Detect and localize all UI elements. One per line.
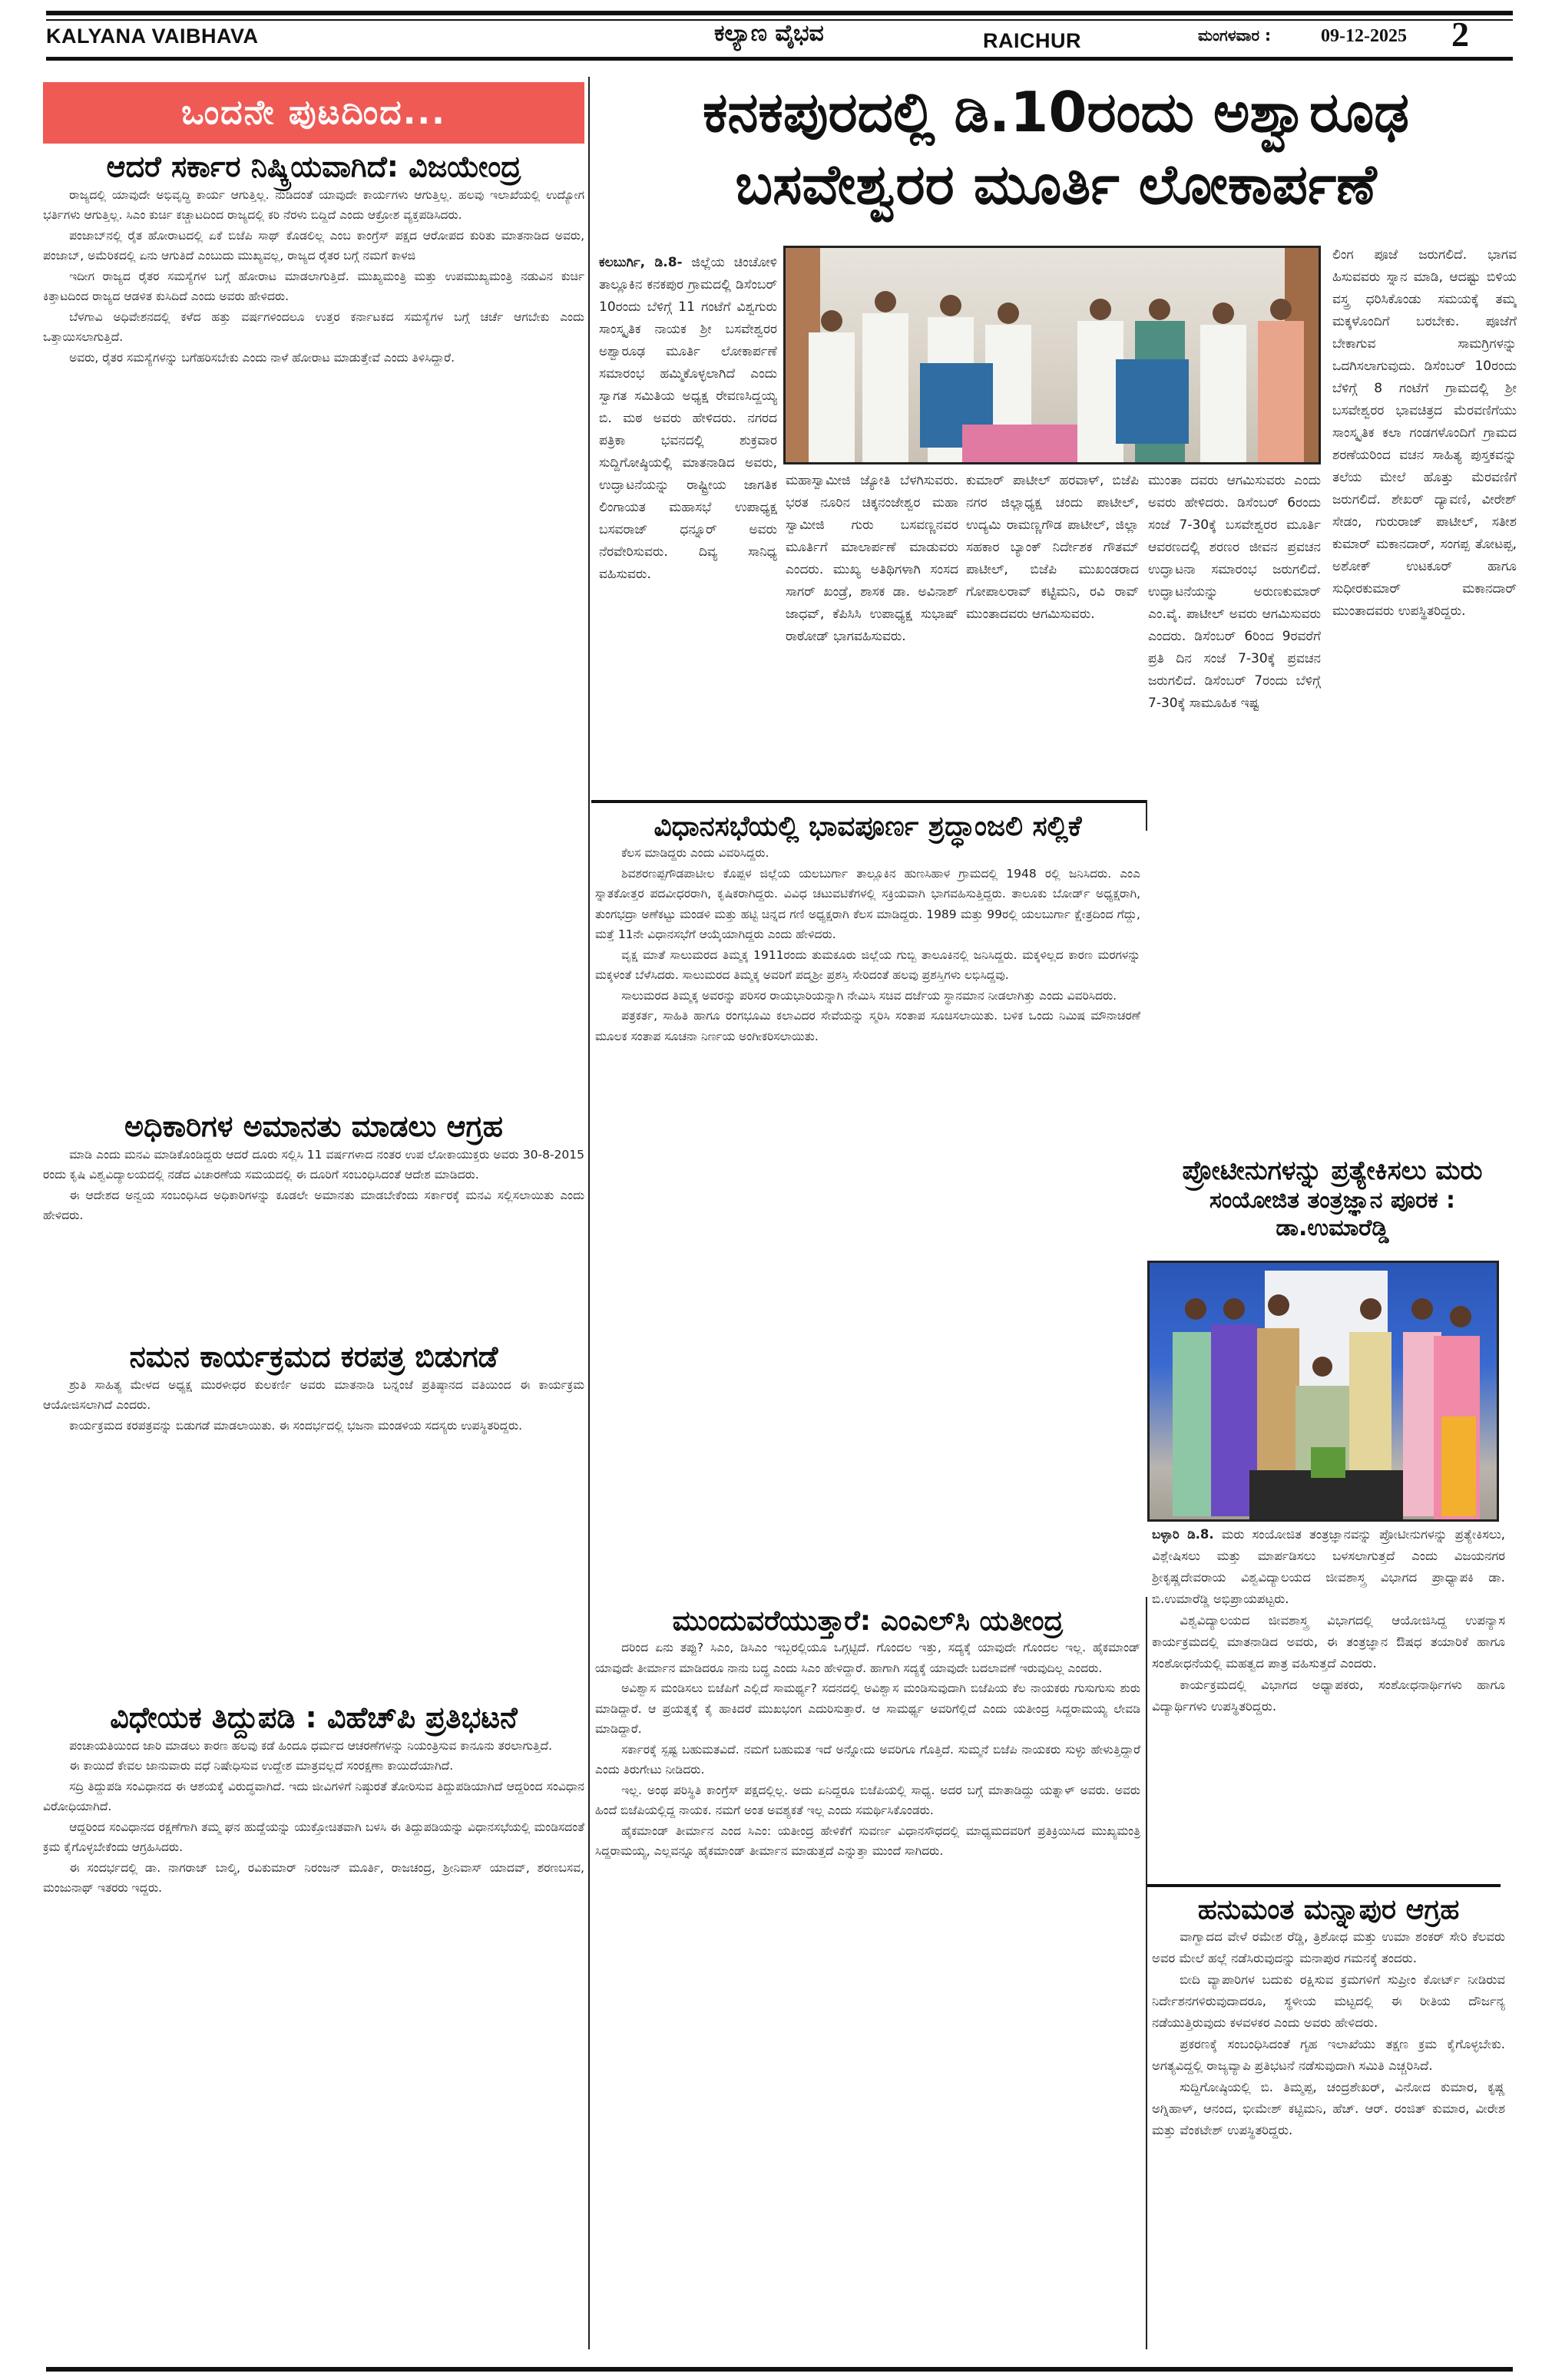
paragraph: ಪಂಚಾಯತಿಯಿಂದ ಜಾರಿ ಮಾಡಲು ಕಾರಣ ಹಲವು ಕಡೆ ಹಿಂದೂ ಧರ್ಮದ ಆಚರಣೆಗಳನ್ನು ನಿಯಂತ್ರಿಸುವ ಕಾನೂನು ತರಲಾಗುತ್ತಿದೆ. (69, 1738, 553, 1753)
dateline: ಬಳ್ಳಾರಿ ಡಿ.8. (1152, 1527, 1214, 1542)
paragraph: ಈ ಸಂದರ್ಭದಲ್ಲಿ ಡಾ. ನಾಗರಾಜ್ ಬಾಲ್ಕಿ, ರವಿಕುಮಾರ್ ನಿರಂಜನ್ ಮೂರ್ತಿ, ರಾಜಚಂದ್ರ, ಶ್ರೀನಿವಾಸ್ ಯಾದವ್, ಶರಣಬಸವ, ಮಂಜುನಾಥ್ ಇತರರು ಇದ್ದರು. (43, 1860, 584, 1896)
paragraph: ಹೈಕಮಾಂಡ್ ತೀರ್ಮಾನ ಎಂದ ಸಿಎಂ: ಯತೀಂದ್ರ ಹೇಳಿಕೆಗೆ ಸುವರ್ಣ ವಿಧಾನಸೌಧದಲ್ಲಿ ಮಾಧ್ಯಮದವರಿಗೆ ಪ್ರತಿಕ್ರಿಯಿಸಿದ ಮುಖ್ಯಮಂತ್ರಿ ಸಿದ್ದರಾಮಯ್ಯ, ಎಲ್ಲವನ್ನೂ ಹೈಕಮಾಂಡ್ ತೀರ್ಮಾನ ಮಾಡುತ್ತದೆ ಎನ್ನುತ್ತಾ ಮುಂದೆ ಸಾಗಿದರು. (595, 1823, 1140, 1859)
paragraph: ಸರ್ಕಾರಕ್ಕೆ ಸ್ಪಷ್ಟ ಬಹುಮತವಿದೆ. ನಮಗೆ ಬಹುಮತ ಇದೆ ಅನ್ನೋದು ಅವರಿಗೂ ಗೊತ್ತಿದೆ. ಸುಮ್ಮನೆ ಬಿಜೆಪಿ ನಾಯಕರು ಸುಳ್ಳು ಹೇಳುತ್ತಿದ್ದಾರೆ ಎಂದು ತಿರುಗೇಟು ನೀಡಿದರು. (595, 1742, 1140, 1777)
paragraph: ಪಂಜಾಬ್‌ನಲ್ಲಿ ರೈತ ಹೋರಾಟದಲ್ಲಿ ಏಕೆ ಬಿಜೆಪಿ ಸಾಥ್ ಕೊಡಲಿಲ್ಲ ಎಂಬ ಕಾಂಗ್ರೆಸ್ ಪಕ್ಷದ ಆರೋಪದ ಕುರಿತು ಮಾತನಾಡಿದ ಅವರು, ಪಂಜಾಬ್, ಅಮೆರಿಕದಲ್ಲಿ ಏನು ಆಗುತಿದೆ ಎಂಬುದು ಮುಖ್ಯವಲ್ಲ, ರಾಜ್ಯದ ರೈತರ ಬಗ್ಗೆ ನಮಗೆ ಕಾಳಜಿ (43, 228, 584, 263)
story-officials-suspension (43, 1109, 584, 1340)
press-meet-photo-icon (786, 248, 1321, 464)
paragraph: ವೃಕ್ಷ ಮಾತೆ ಸಾಲುಮರದ ತಿಮ್ಮಕ್ಕ 1911ರಂದು ತುಮಕೂರು ಜಿಲ್ಲೆಯ ಗುಬ್ಬಿ ತಾಲೂಕಿನಲ್ಲಿ ಜನಿಸಿದ್ದರು. ಮಕ್ಕಳಿಲ್ಲದ ಕಾರಣ ಮರಗಳನ್ನು ಮಕ್ಕಳಂತೆ ಬೆಳೆಸಿದರು. ಸಾಲುಮರದ ತಿಮ್ಮಕ್ಕ ಅವರಿಗೆ ಪದ್ಮಶ್ರೀ ಪ್ರಶಸ್ತಿ ಸೇರಿದಂತೆ ಹಲವು ಪ್ರಶಸ್ತಿಗಳು ಲಭಿಸಿದ್ದವು. (595, 947, 1140, 983)
headline: ಅಧಿಕಾರಿಗಳ ಅಮಾನತು ಮಾಡಲು ಆಗ್ರಹ (124, 1109, 504, 1143)
paragraph: ಬೆಳಗಾವಿ ಅಧಿವೇಶನದಲ್ಲಿ ಕಳೆದ ಹತ್ತು ವರ್ಷಗಳಿಂದಲೂ ಉತ್ತರ ಕರ್ನಾಟಕದ ಸಮಸ್ಯೆಗಳ ಬಗ್ಗೆ ಚರ್ಚೆ ಆಗಬೇಕು ಎಂದು ಒತ್ತಾಯಿಸಲಾಗುತ್ತಿದೆ. (43, 309, 584, 345)
paragraph: ಕಾರ್ಯಕ್ರಮದ ಕರಪತ್ರವನ್ನು ಬಿಡುಗಡೆ ಮಾಡಲಾಯಿತು. ಈ ಸಂದರ್ಭದಲ್ಲಿ ಭಜನಾ ಮಂಡಳಿಯ ಸದಸ್ಯರು ಉಪಸ್ಥಿತರಿದ್ದರು. (69, 1418, 523, 1433)
section-divider (591, 800, 1146, 803)
protein-story (1152, 1155, 1513, 1248)
paragraph: ಕೆಲಸ ಮಾಡಿದ್ದರು ಎಂದು ವಿವರಿಸಿದ್ದರು. (621, 846, 769, 861)
hanumantha-story (1152, 1893, 1505, 2346)
headline: ಹನುಮಂತ ಮನ್ನಾಪುರ ಆಗ್ರಹ (1197, 1894, 1460, 1925)
headline-line2: ಸಂಯೋಜಿತ ತಂತ್ರಜ್ಞಾನ ಪೂರಕ : ಡಾ.ಉಮಾರೆಡ್ಡಿ (1209, 1186, 1456, 1241)
protein-body (1152, 1524, 1505, 1873)
paragraph: ವಿಶ್ವವಿದ್ಯಾಲಯದ ಜೀವಶಾಸ್ತ್ರ ವಿಭಾಗದಲ್ಲಿ ಆಯೋಜಿಸಿದ್ದ ಉಪನ್ಯಾಸ ಕಾರ್ಯಕ್ರಮದಲ್ಲಿ ಮಾತನಾಡಿದ ಅವರು, ಈ ತಂತ್ರಜ್ಞಾನ ಔಷಧ ತಯಾರಿಕೆ ಹಾಗೂ ಸಂಶೋಧನೆಯಲ್ಲಿ ಮಹತ್ವದ ಪಾತ್ರ ವಹಿಸುತ್ತದೆ ಎಂದರು. (1152, 1613, 1505, 1671)
paragraph: ಮುಂತಾ ದವರು ಆಗಮಿಸುವರು ಎಂದು ಅವರು ಹೇಳಿದರು. ಡಿಸೆಂಬರ್ 6ರಂದು ಸಂಜೆ 7-30ಕ್ಕೆ ಬಸವೇಶ್ವರರ ಮೂರ್ತಿ ಆವರಣದಲ್ಲಿ ಶರಣರ ಜೀವನ ಪ್ರವಚನ ಉದ್ಘಾಟನಾ ಸಮಾರಂಭ ಜರುಗಲಿದೆ. ಉದ್ಘಾಟನೆಯನ್ನು ಅರುಣಕುಮಾರ್ ಎಂ.ವೈ. ಪಾಟೀಲ್ ಅವರು ಆಗಮಿಸುವರು ಎಂದರು. ಡಿಸೆಂಬರ್ 6ರಿಂದ 9ರವರೆಗೆ ಪ್ರತಿ ದಿನ ಸಂಜೆ 7-30ಕ್ಕೆ ಪ್ರವಚನ ಜರುಗಲಿದೆ. ಡಿಸೆಂಬರ್ 7ರಂದು ಬೆಳಿಗ್ಗೆ 7-30ಕ್ಕೆ ಸಾಮೂಹಿಕ ಇಷ್ಟ (1148, 473, 1321, 711)
masthead-city: RAICHUR (983, 29, 1081, 52)
paragraph: ಇದೀಗ ರಾಜ್ಯದ ರೈತರ ಸಮಸ್ಯೆಗಳ ಬಗ್ಗೆ ಹೋರಾಟ ಮಾಡಲಾಗುತ್ತಿದೆ. ಮುಖ್ಯಮಂತ್ರಿ ಮತ್ತು ಉಪಮುಖ್ಯಮಂತ್ರಿ ನಡುವಿನ ಕುರ್ಚಿ ಕಿತ್ತಾಟದಿಂದ ರಾಜ್ಯದ ಆಡಳಿತ ಕುಸಿದಿದೆ ಎಂದು ಅವರು ಹೇಳಿದರು. (43, 269, 584, 304)
lead-headline-line2: ಬಸವೇಶ್ವರರ ಮೂರ್ತಿ ಲೋಕಾರ್ಪಣೆ (735, 151, 1377, 217)
page-bottom-rule (46, 2367, 1513, 2372)
paragraph: ಕುಮಾರ್ ಪಾಟೀಲ್ ಹರವಾಳ್, ಬಿಜೆಪಿ ನಗರ ಜಿಲ್ಲಾಧ್ಯಕ್ಷ ಚಂದು ಪಾಟೀಲ್, ಉದ್ಯಮಿ ರಾಮಣ್ಣಗೌಡ ಪಾಟೀಲ್, ಜಿಲ್ಲಾ ಸಹಕಾರ ಬ್ಯಾಂಕ್ ನಿರ್ದೇಶಕ ಗೌತಮ್ ಪಾಟೀಲ್, ಬಿಜೆಪಿ ಮುಖಂಡರಾದ ಗೋಪಾಲರಾವ್ ಕಟ್ಟಿಮನಿ, ರವಿ ರಾವ್ ಮುಂತಾದವರು ಆಗಮಿಸುವರು. (966, 473, 1139, 622)
lead-headline-line1: ಕನಕಪುರದಲ್ಲಿ ಡಿ.10ರಂದು ಅಶ್ವಾರೂಢ (703, 80, 1409, 144)
paragraph: ಸುದ್ದಿಗೋಷ್ಠಿಯಲ್ಲಿ ಬಿ. ತಿಮ್ಮಪ್ಪ, ಚಂದ್ರಶೇಖರ್, ವಿನೋದ ಕುಮಾರ, ಕೃಷ್ಣ ಅಗ್ನಿಹಾಳ್, ಆನಂದ, ಭೀಮೇಶ್ ಕಟ್ಟಿಮನಿ, ಹೆಚ್. ಆರ್. ರಂಜಿತ್ ಕುಮಾರ, ವೀರೇಶ ಮತ್ತು ವೆಂಕಟೇಶ್ ಉಪಸ್ಥಿತರಿದ್ದರು. (1152, 2080, 1505, 2138)
lead-col-3 (966, 470, 1139, 796)
lead-photo (783, 246, 1321, 464)
protein-lead-paragraph (1152, 1524, 1505, 1610)
paragraph: ದರಿಂದ ಏನು ತಪ್ಪು? ಸಿಎಂ, ಡಿಸಿಎಂ ಇಬ್ಬರಲ್ಲಿಯೂ ಒಗ್ಗಟ್ಟಿದೆ. ಗೊಂದಲ ಇತ್ತು, ಸದ್ಯಕ್ಕೆ ಯಾವುದೇ ಗೊಂದಲ ಇಲ್ಲ. ಹೈಕಮಾಂಡ್ ಯಾವುದೇ ತೀರ್ಮಾನ ಮಾಡಿದರೂ ನಾನು ಬದ್ಧ ಎಂದು ಸಿಎಂ ಹೇಳಿದ್ದಾರೆ. ಹಾಗಾಗಿ ಸದ್ಯಕ್ಕೆ ಯಾವುದೇ ಬದಲಾವಣೆ ಇರುವುದಿಲ್ಲ ಎಂದರು. (595, 1641, 1140, 1675)
paragraph: ಪತ್ರಕರ್ತ, ಸಾಹಿತಿ ಹಾಗೂ ರಂಗಭೂಮಿ ಕಲಾವಿದರ ಸೇವೆಯನ್ನು ಸ್ಮರಿಸಿ ಸಂತಾಪ ಸೂಚಿಸಲಾಯಿತು. ಬಳಿಕ ಒಂದು ನಿಮಿಷ ಮೌನಾಚರಣೆ ಮೂಲಕ ಸಂತಾಪ ಸೂಚನಾ ನಿರ್ಣಯ ಅಂಗೀಕರಿಸಲಾಯಿತು. (595, 1009, 1140, 1043)
group-photo-icon (1150, 1263, 1499, 1522)
lead-col-5 (1332, 244, 1517, 1104)
column-divider (588, 77, 590, 2349)
dateline: ಕಲಬುರ್ಗಿ, ಡಿ.8- (599, 255, 683, 270)
paragraph: ಈ ಆದೇಶದ ಅನ್ವಯ ಸಂಬಂಧಿಸಿದ ಅಧಿಕಾರಿಗಳನ್ನು ಕೂಡಲೇ ಅಮಾನತು ಮಾಡಬೇಕೆಂದು ಸರ್ಕಾರಕ್ಕೆ ಮನವಿ ಸಲ್ಲಿಸಲಾಯಿತು ಎಂದು ಹೇಳಿದರು. (43, 1188, 584, 1223)
headline: ಆದರೆ ಸರ್ಕಾರ ನಿಷ್ಕ್ರಿಯವಾಗಿದೆ: ವಿಜಯೇಂದ್ರ (106, 150, 521, 183)
paragraph: ಮರು ಸಂಯೋಜಿತ ತಂತ್ರಜ್ಞಾನವನ್ನು ಪ್ರೋಟೀನುಗಳನ್ನು ಪ್ರತ್ಯೇಕಿಸಲು, ವಿಶ್ಲೇಷಿಸಲು ಮತ್ತು ಮಾರ್ಪಡಿಸಲು ಬಳಸಲಾಗುತ್ತದೆ ಎಂದು ವಿಜಯನಗರ ಶ್ರೀಕೃಷ್ಣದೇವರಾಯ ವಿಶ್ವವಿದ್ಯಾಲಯದ ಜೀವಶಾಸ್ತ್ರ ವಿಭಾಗದ ಪ್ರಾಧ್ಯಾಪಕಿ ಡಾ. ಬಿ.ಉಮಾರೆಡ್ಡಿ ಅಭಿಪ್ರಾಯಪಟ್ಟರು. (1152, 1527, 1505, 1606)
headline: ವಿಧೇಯಕ ತಿದ್ದುಪಡಿ : ವಿಹೆಚ್‌ಪಿ ಪ್ರತಿಭಟನೆ (110, 1701, 518, 1734)
continued-kicker: ಒಂದನೇ ಪುಟದಿಂದ... (43, 82, 584, 144)
paragraph: ಲಿಂಗ ಪೂಜೆ ಜರುಗಲಿದೆ. ಭಾಗವ ಹಿಸುವವರು ಸ್ನಾನ ಮಾಡಿ, ಆದಷ್ಟು ಬಿಳಿಯ ವಸ್ತ್ರ ಧರಿಸಿಕೊಂಡು ಸಮಯಕ್ಕೆ ತಮ್ಮ ಮಕ್ಕಳೊಂದಿಗೆ ಬರಬೇಕು. ಪೂಜೆಗೆ ಬೇಕಾಗುವ ಸಾಮಗ್ರಿಗಳನ್ನು ಒದಗಿಸಲಾಗುವುದು. ಡಿಸೆಂಬರ್ 10ರಂದು ಬೆಳಿಗ್ಗೆ 8 ಗಂಟೆಗೆ ಗ್ರಾಮದಲ್ಲಿ ಶ್ರೀ ಬಸವೇಶ್ವರರ ಭಾವಚಿತ್ರದ ಮೆರವಣಿಗೆಯು ಸಾಂಸ್ಕೃತಿಕ ಕಲಾ ಗಂಡಗಳೊಂದಿಗೆ ಗ್ರಾಮದ ಶರಣೆಯರಿಂದ ವಚನ ಸಾಹಿತ್ಯ ಪುಸ್ತಕವನ್ನು ತಲೆಯ ಮೇಲೆ ಹೊತ್ತು ಮೆರವಣಿಗೆ ಜರುಗಲಿದೆ. ಶೇಖರ್ ದ್ಯಾವಣಿ, ವೀರೇಶ್ ಸೇಡಂ, ಗುರುರಾಜ್ ಪಾಟೀಲ್, ಸತೀಶ ಕುಮಾರ್ ಮಕಾನದಾರ್, ಸಂಗಪ್ಪ ತೋಟಪ್ಪ, ಅಶೋಕ್ ಉಟಕೂರ್ ಹಾಗೂ ಸುಧೀರಕುಮಾರ್ ಮಕಾನದಾರ್ ಮುಂತಾದವರು ಉಪಸ್ಥಿತರಿದ್ದರು. (1332, 247, 1517, 619)
paragraph: ವಾಗ್ವಾದದ ವೇಳೆ ರಮೇಶ ರೆಡ್ಡಿ, ತ್ರಿಶೋಧ ಮತ್ತು ಉಮಾ ಶಂಕರ್ ಸೇರಿ ಕೆಲವರು ಅವರ ಮೇಲೆ ಹಲ್ಲೆ ನಡೆಸಿರುವುದನ್ನು ಮನಾಪುರ ಗಮನಕ್ಕೆ ತಂದರು. (1152, 1929, 1505, 1966)
paragraph: ಕಾರ್ಯಕ್ರಮದಲ್ಲಿ ವಿಭಾಗದ ಅಧ್ಯಾಪಕರು, ಸಂಶೋಧನಾರ್ಥಿಗಳು ಹಾಗೂ ವಿದ್ಯಾರ್ಥಿಗಳು ಉಪಸ್ಥಿತರಿದ್ದರು. (1152, 1678, 1505, 1714)
masthead-title-en: KALYANA VAIBHAVA (46, 25, 259, 48)
paragraph: ಪ್ರಕರಣಕ್ಕೆ ಸಂಬಂಧಿಸಿದಂತೆ ಗೃಹ ಇಲಾಖೆಯು ತಕ್ಷಣ ಕ್ರಮ ಕೈಗೊಳ್ಳಬೇಕು. ಅಗತ್ಯವಿದ್ದಲ್ಲಿ ರಾಜ್ಯವ್ಯಾಪಿ ಪ್ರತಿಭಟನೆ ನಡೆಸುವುದಾಗಿ ಸಮಿತಿ ಎಚ್ಚರಿಸಿದೆ. (1152, 2037, 1505, 2074)
paragraph: ಈ ಕಾಯಿದೆ ಕೇವಲ ಜಾನುವಾರು ವಧೆ ನಿಷೇಧಿಸುವ ಉದ್ದೇಶ ಮಾತ್ರವಲ್ಲದೆ ಸಂರಕ್ಷಣಾ ಕಾಯಿದೆಯಾಗಿದೆ. (69, 1759, 454, 1773)
masthead-date: 09-12-2025 (1321, 26, 1407, 46)
paragraph: ಶಿವಶರಣಪ್ಪಗೌಡಪಾಟೀಲ ಕೊಪ್ಪಳ ಜಿಲ್ಲೆಯ ಯಲಬುರ್ಗಾ ತಾಲ್ಲೂಕಿನ ಹುಣಸಿಹಾಳ ಗ್ರಾಮದಲ್ಲಿ 1948 ರಲ್ಲಿ ಜನಿಸಿದರು. ಎಂಎ ಸ್ನಾತಕೋತ್ತರ ಪದವೀಧರರಾಗಿ, ಕೃಷಿಕರಾಗಿದ್ದರು. ವಿವಿಧ ಚಟುವಟಿಕೆಗಳಲ್ಲಿ ಸಕ್ರಿಯವಾಗಿ ಭಾಗವಹಿಸುತ್ತಿದ್ದರು. ತಾಲೂಕು ಬೋರ್ಡ್ ಅಧ್ಯಕ್ಷರಾಗಿ, ತುಂಗಭದ್ರಾ ಅಣೆಕಟ್ಟು ಮಂಡಳಿ ಮತ್ತು ಹಟ್ಟಿ ಚಿನ್ನದ ಗಣಿ ಅಧ್ಯಕ್ಷರಾಗಿ ಕೆಲಸ ಮಾಡಿದ್ದರು. 1989 ಮತ್ತು 99ರಲ್ಲಿ ಯಲಬುರ್ಗಾ ಕ್ಷೇತ್ರದಿಂದ ಗೆದ್ದು, ಮತ್ತೆ 11ನೇ ವಿಧಾನಸಭೆಗೆ ಆಯ್ಕೆಯಾಗಿದ್ದರು ಎಂದು ಹೇಳಿದರು. (595, 866, 1140, 942)
story-vhp-protest (43, 1701, 584, 2355)
yathindra-story (595, 1605, 1140, 2349)
paragraph: ಮಹಾಸ್ವಾಮೀಜಿ ಜ್ಯೋತಿ ಬೆಳಗಿಸುವರು. ಭರತ ನೂರಿನ ಚಿಕ್ಕನಂಜೇಶ್ವರ ಮಹಾ ಸ್ವಾಮೀಜಿ ಗುರು ಬಸವಣ್ಣನವರ ಮೂರ್ತಿಗೆ ಮಾಲಾರ್ಪಣೆ ಮಾಡುವರು ಎಂದರು. ಮುಖ್ಯ ಅತಿಥಿಗಳಾಗಿ ಸಂಸದ ಸಾಗರ್ ಖಂಡ್ರೆ, ಶಾಸಕ ಡಾ. ಅವಿನಾಶ್ ಜಾಧವ್, ಕೆಪಿಸಿಸಿ ಉಪಾಧ್ಯಕ್ಷ ಸುಭಾಷ್ ರಾಠೋಡ್ ಭಾಗವಹಿಸುವರು. (786, 473, 958, 644)
lead-col-1-text (599, 252, 777, 586)
paragraph: ಅವಿಶ್ವಾಸ ಮಂಡಿಸಲು ಬಿಜೆಪಿಗೆ ಎಲ್ಲಿದೆ ಸಾಮರ್ಥ್ಯ? ಸದನದಲ್ಲಿ ಅವಿಶ್ವಾಸ ಮಂಡಿಸುವುದಾಗಿ ಬಿಜೆಪಿಯ ಕೆಲ ನಾಯಕರು ಗುಸುಗುಸು ಶುರು ಮಾಡಿದ್ದಾರೆ. ಆ ಪ್ರಯತ್ನಕ್ಕೆ ಕೈ ಹಾಕಿದರೆ ಮುಖಭಂಗ ಎದುರಿಸುತ್ತಾರೆ. ಆ ಸಾಮರ್ಥ್ಯ ಅವರಿಗೆಲ್ಲಿದೆ ಎಂದು ಯತೀಂದ್ರ ಸಿದ್ದರಾಮಯ್ಯ ಲೇವಡಿ ಮಾಡಿದ್ದಾರೆ. (595, 1681, 1140, 1737)
headline: ವಿಧಾನಸಭೆಯಲ್ಲಿ ಭಾವಪೂರ್ಣ ಶ್ರದ್ಧಾಂಜಲಿ ಸಲ್ಲಿಕೆ (654, 811, 1082, 842)
paragraph: ರಾಜ್ಯದಲ್ಲಿ ಯಾವುದೇ ಅಭಿವೃದ್ಧಿ ಕಾರ್ಯ ಆಗುತ್ತಿಲ್ಲ. ನುಡಿದಂತೆ ಯಾವುದೇ ಕಾರ್ಯಗಳು ಆಗುತ್ತಿಲ್ಲ. ಹಲವು ಇಲಾಖೆಯಲ್ಲಿ ಉದ್ಯೋಗ ಭರ್ತಿಗಳು ಆಗುತ್ತಿಲ್ಲ. ಸಿಎಂ ಕುರ್ಚಿ ಕಚ್ಚಾಟದಿಂದ ರಾಜ್ಯದಲ್ಲಿ ಕರಿ ನೆರಳು ಬಿದ್ದಿದೆ ಎಂದು ಆಕ್ರೋಶ ವ್ಯಕ್ತಪಡಿಸಿದರು. (43, 187, 584, 223)
masthead (46, 17, 1513, 61)
column-divider (1146, 800, 1147, 831)
masthead-day: ಮಂಗಳವಾರ : (1198, 26, 1272, 45)
paragraph: ಬೀದಿ ವ್ಯಾಪಾರಿಗಳ ಬದುಕು ರಕ್ಷಿಸುವ ಕ್ರಮಗಳಿಗೆ ಸುಪ್ರೀಂ ಕೋರ್ಟ್ ನೀಡಿರುವ ನಿರ್ದೇಶನಗಳಿರುವುದಾದರೂ, ಸ್ಥಳೀಯ ಮಟ್ಟದಲ್ಲಿ ಈ ರೀತಿಯ ದೌರ್ಜನ್ಯ ನಡೆಯುತ್ತಿರುವುದು ಕಳವಳಕರ ಎಂದು ಅವರು ಹೇಳಿದರು. (1152, 1972, 1505, 2031)
paragraph: ಆದ್ದರಿಂದ ಸಂವಿಧಾನದ ರಕ್ಷಣೆಗಾಗಿ ತಮ್ಮ ಘನ ಹುದ್ದೆಯನ್ನು ಯುಕ್ತೋಚಿತವಾಗಿ ಬಳಸಿ ಈ ತಿದ್ದುಪಡಿಯನ್ನು ವಿಧಾನಸಭೆಯಲ್ಲಿ ಮಂಡಿಸದಂತೆ ಕ್ರಮ ಕೈಗೊಳ್ಳಬೇಕೆಂದು ಆಗ್ರಹಿಸಿದರು. (43, 1820, 584, 1855)
paragraph: ಶ್ರುತಿ ಸಾಹಿತ್ಯ ಮೇಳದ ಅಧ್ಯಕ್ಷ ಮುರಳೀಧರ ಕುಲಕರ್ಣಿ ಅವರು ಮಾತನಾಡಿ ಬನ್ನಂಜೆ ಪ್ರತಿಷ್ಠಾನದ ವತಿಯಿಂದ ಈ ಕಾರ್ಯಕ್ರಮ ಆಯೋಜಿಸಲಾಗಿದೆ ಎಂದರು. (43, 1377, 584, 1413)
story-pamphlet-release (43, 1340, 584, 1701)
paragraph: ಇಲ್ಲ. ಅಂಥ ಪರಿಸ್ಥಿತಿ ಕಾಂಗ್ರೆಸ್ ಪಕ್ಷದಲ್ಲಿಲ್ಲ. ಅದು ಏನಿದ್ದರೂ ಬಿಜೆಪಿಯಲ್ಲಿ ಸಾಧ್ಯ. ಅದರ ಬಗ್ಗೆ ಮಾತಾಡಿದ್ದು ಯತ್ನಾಳ್ ಅವರು. ಅವರು ಹಿಂದೆ ಬಿಜೆಪಿಯಲ್ಲಿದ್ದ ನಾಯಕ. ನಮಗೆ ಅಂತ ಅವಶ್ಯಕತೆ ಇಲ್ಲ ಎಂದು ಸಮರ್ಥಿಸಿಕೊಂಡರು. (595, 1783, 1140, 1818)
left-column (43, 82, 584, 2355)
headline: ಮುಂದುವರೆಯುತ್ತಾರೆ: ಎಂಎಲ್‌ಸಿ ಯತೀಂದ್ರ (672, 1605, 1064, 1637)
headline: ನಮನ ಕಾರ್ಯಕ್ರಮದ ಕರಪತ್ರ ಬಿಡುಗಡೆ (129, 1340, 498, 1373)
tribute-story (595, 810, 1140, 1597)
lead-col-2 (786, 470, 958, 796)
masthead-top-rule (46, 11, 1513, 15)
page-number: 2 (1451, 15, 1469, 54)
paragraph: ಮಾಡಿ ಎಂದು ಮನವಿ ಮಾಡಿಕೊಂಡಿದ್ದರು ಆದರೆ ದೂರು ಸಲ್ಲಿಸಿ 11 ವರ್ಷಗಳಾದ ನಂತರ ಉಪ ಲೋಕಾಯುಕ್ತರು ಅವರು 30-8-2015 ರಂದು ಕೃಷಿ ವಿಶ್ವವಿದ್ಯಾಲಯದಲ್ಲಿ ನಡೆದ ವಿಚಾರಣೆಯ ಸಮಯದಲ್ಲಿ ಈ ದೂರಿಗೆ ಸಂಬಂಧಿಸಿದಂತೆ ಆದೇಶ ಮಾಡಿದರು. (43, 1147, 584, 1182)
masthead-title-kn: ಕಲ್ಯಾಣ ವೈಭವ (714, 20, 824, 47)
paragraph: ಸಾಲುಮರದ ತಿಮ್ಮಕ್ಕ ಅವರನ್ನು ಪರಿಸರ ರಾಯಭಾರಿಯನ್ನಾಗಿ ನೇಮಿಸಿ ಸಚಿವ ದರ್ಜೆಯ ಸ್ಥಾನಮಾನ ನೀಡಲಾಗಿತ್ತು ಎಂದು ವಿವರಿಸಿದರು. (621, 988, 1117, 1003)
lead-col-4 (1148, 470, 1321, 1107)
column-divider (1146, 1597, 1147, 2349)
section-divider (1147, 1884, 1501, 1887)
headline-line1: ಪ್ರೋಟೀನುಗಳನ್ನು ಪ್ರತ್ಯೇಕಿಸಲು ಮರು (1182, 1155, 1483, 1186)
paragraph: ಜಿಲ್ಲೆಯ ಚಿಂಚೋಳಿ ತಾಲ್ಲೂಕಿನ ಕನಕಪುರ ಗ್ರಾಮದಲ್ಲಿ ಡಿಸೆಂಬರ್ 10ರಂದು ಬೆಳಿಗ್ಗೆ 11 ಗಂಟೆಗೆ ವಿಶ್ವಗುರು ಸಾಂಸ್ಕೃತಿಕ ನಾಯಕ ಶ್ರೀ ಬಸವೇಶ್ವರರ ಅಶ್ವಾರೂಢ ಮೂರ್ತಿ ಲೋಕಾರ್ಪಣೆ ಸಮಾರಂಭ ಹಮ್ಮಿಕೊಳ್ಳಲಾಗಿದೆ ಎಂದು ಸ್ವಾಗತ ಸಮಿತಿಯ ಅಧ್ಯಕ್ಷ ರೇವಣಸಿದ್ದಯ್ಯ ಬಿ. ಮಠ ಅವರು ಹೇಳಿದರು. ನಗರದ ಪತ್ರಿಕಾ ಭವನದಲ್ಲಿ ಶುಕ್ರವಾರ ಸುದ್ದಿಗೋಷ್ಠಿಯಲ್ಲಿ ಮಾತನಾಡಿದ ಅವರು, ಉದ್ಘಾಟನೆಯನ್ನು ರಾಷ್ಟ್ರೀಯ ಜಾಗತಿಕ ಲಿಂಗಾಯತ ಮಹಾಸಭೆ ಉಪಾಧ್ಯಕ್ಷ ಬಸವರಾಜ್ ಧನ್ನೂರ್ ಅವರು ನೆರವೇರಿಸುವರು. ದಿವ್ಯ ಸಾನಿಧ್ಯ ವಹಿಸುವರು. (599, 255, 777, 582)
paragraph: ಅವರು, ರೈತರ ಸಮಸ್ಯೆಗಳನ್ನು ಬಗೆಹರಿಸಬೇಕು ಎಂದು ನಾಳೆ ಹೋರಾಟ ಮಾಡುತ್ತೇವೆ ಎಂದು ತಿಳಿಸಿದ್ದಾರೆ. (69, 350, 455, 365)
lead-col-1 (599, 252, 777, 797)
protein-photo (1147, 1261, 1499, 1522)
paragraph: ಸದ್ರಿ ತಿದ್ದುಪಡಿ ಸಂವಿಧಾನದ ಈ ಆಶಯಕ್ಕೆ ವಿರುದ್ಧವಾಗಿದೆ. ಇದು ಜೀವಿಗಳಿಗೆ ನಿಷ್ಠುರತೆ ತೋರಿಸುವ ತಿದ್ದುಪಡಿಯಾಗಿದೆ ಆದ್ದರಿಂದ ಸಂವಿಧಾನ ವಿರೋಧಿಯಾಗಿದೆ. (43, 1779, 584, 1814)
masthead-bottom-rule (46, 57, 1513, 61)
story-vijayendra (43, 150, 584, 1109)
